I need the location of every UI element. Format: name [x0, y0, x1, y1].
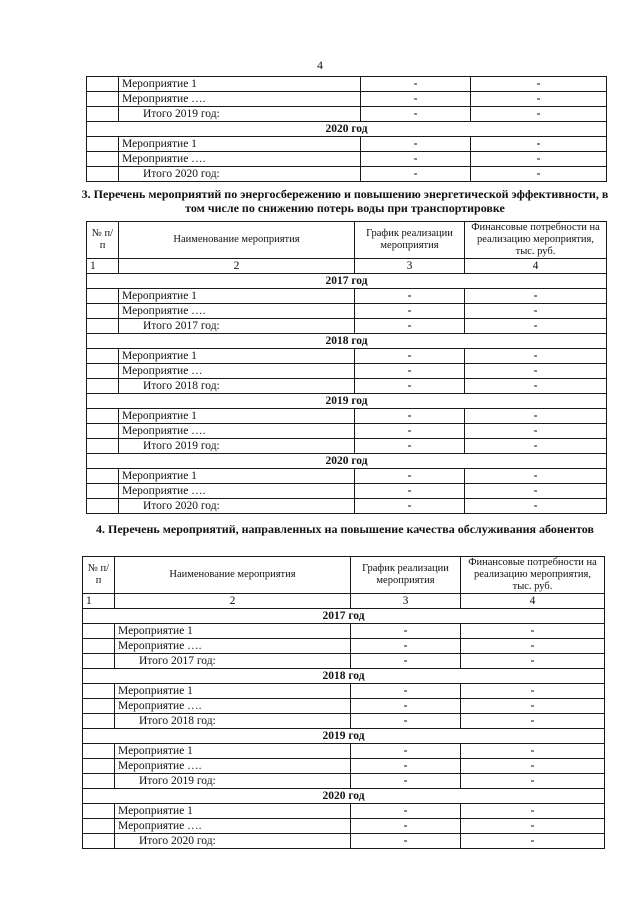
finance-value: - — [465, 424, 607, 439]
finance-value: - — [465, 364, 607, 379]
section-3-table — [86, 221, 607, 514]
table-row — [87, 484, 607, 499]
schedule-value: - — [351, 804, 461, 819]
event-name: Мероприятие …. — [119, 424, 355, 439]
header-row — [83, 557, 605, 594]
event-name: Мероприятие …. — [119, 304, 355, 319]
row-number-cell — [87, 167, 119, 182]
row-number-cell — [83, 684, 115, 699]
schedule-value: - — [351, 699, 461, 714]
total-label: Итого 2018 год: — [115, 714, 351, 729]
table-row — [83, 684, 605, 699]
schedule-value: - — [355, 304, 465, 319]
table-row — [87, 499, 607, 514]
event-name: Мероприятие 1 — [119, 289, 355, 304]
header-schedule: График реализации мероприятия — [355, 222, 465, 259]
finance-value: - — [465, 319, 607, 334]
row-number-cell — [87, 77, 119, 92]
event-name: Мероприятие …. — [119, 92, 361, 107]
row-number-cell — [87, 289, 119, 304]
table-row — [87, 469, 607, 484]
table-row — [83, 744, 605, 759]
column-number: 1 — [87, 259, 119, 274]
finance-value: - — [465, 349, 607, 364]
year-row — [83, 669, 605, 684]
table-row — [87, 167, 607, 182]
table-row — [87, 92, 607, 107]
year-row — [83, 609, 605, 624]
table-row — [87, 379, 607, 394]
schedule-value: - — [351, 774, 461, 789]
finance-value: - — [461, 819, 605, 834]
finance-value: - — [465, 379, 607, 394]
total-label: Итого 2020 год: — [119, 167, 361, 182]
year-heading: 2020 год — [83, 789, 605, 804]
row-number-cell — [87, 349, 119, 364]
total-label: Итого 2019 год: — [115, 774, 351, 789]
total-label: Итого 2018 год: — [119, 379, 355, 394]
event-name: Мероприятие 1 — [115, 804, 351, 819]
page-number: 4 — [317, 58, 323, 72]
year-row — [87, 274, 607, 289]
year-row — [83, 789, 605, 804]
table-row — [87, 409, 607, 424]
finance-value: - — [471, 167, 607, 182]
finance-value: - — [465, 469, 607, 484]
event-name: Мероприятие …. — [115, 639, 351, 654]
table-row — [87, 304, 607, 319]
column-number: 1 — [83, 594, 115, 609]
schedule-value: - — [351, 834, 461, 849]
schedule-value: - — [355, 379, 465, 394]
table-row — [83, 699, 605, 714]
row-number-cell — [87, 364, 119, 379]
finance-value: - — [461, 684, 605, 699]
row-number-cell — [83, 804, 115, 819]
schedule-value: - — [355, 349, 465, 364]
table-row — [87, 77, 607, 92]
schedule-value: - — [355, 409, 465, 424]
row-number-cell — [83, 714, 115, 729]
total-label: Итого 2017 год: — [119, 319, 355, 334]
table-row — [83, 819, 605, 834]
event-name: Мероприятие 1 — [115, 624, 351, 639]
schedule-value: - — [355, 424, 465, 439]
finance-value: - — [471, 107, 607, 122]
schedule-value: - — [355, 439, 465, 454]
row-number-cell — [87, 152, 119, 167]
schedule-value: - — [351, 744, 461, 759]
row-number-cell — [87, 319, 119, 334]
column-number: 4 — [461, 594, 605, 609]
schedule-value: - — [361, 152, 471, 167]
schedule-value: - — [351, 639, 461, 654]
year-heading: 2020 год — [87, 454, 607, 469]
row-number-cell — [87, 107, 119, 122]
table-row — [87, 289, 607, 304]
total-label: Итого 2019 год: — [119, 439, 355, 454]
header-number: № п/п — [87, 222, 119, 259]
event-name: Мероприятие …. — [115, 699, 351, 714]
column-numbers-row — [83, 594, 605, 609]
section-4-title: 4. Перечень мероприятий, направленных на повышение качества обслуживания абонентов — [96, 522, 594, 536]
year-heading: 2019 год — [83, 729, 605, 744]
finance-value: - — [461, 714, 605, 729]
section-4-table — [82, 556, 605, 849]
finance-value: - — [465, 499, 607, 514]
table-row — [83, 834, 605, 849]
schedule-value: - — [361, 137, 471, 152]
row-number-cell — [83, 759, 115, 774]
event-name: Мероприятие …. — [119, 152, 361, 167]
table-row — [83, 639, 605, 654]
header-row — [87, 222, 607, 259]
table-row — [87, 319, 607, 334]
table-row — [87, 152, 607, 167]
schedule-value: - — [361, 92, 471, 107]
year-row — [87, 394, 607, 409]
row-number-cell — [83, 819, 115, 834]
table-row — [87, 107, 607, 122]
table-row — [87, 349, 607, 364]
year-row — [83, 729, 605, 744]
table-row — [83, 759, 605, 774]
finance-value: - — [461, 699, 605, 714]
section-3-title: 3. Перечень мероприятий по энергосбережению и повышению энергетической эффективности, в том числе по снижению потерь воды при транспортировке — [81, 187, 609, 215]
finance-value: - — [471, 92, 607, 107]
schedule-value: - — [355, 364, 465, 379]
column-number: 2 — [119, 259, 355, 274]
year-heading: 2019 год — [87, 394, 607, 409]
row-number-cell — [83, 654, 115, 669]
header-schedule: График реализации мероприятия — [351, 557, 461, 594]
schedule-value: - — [361, 107, 471, 122]
header-finance: Финансовые потребности на реализацию мероприятия, тыс. руб. — [461, 557, 605, 594]
schedule-value: - — [361, 167, 471, 182]
finance-value: - — [461, 774, 605, 789]
table-row — [87, 364, 607, 379]
schedule-value: - — [351, 624, 461, 639]
finance-value: - — [465, 439, 607, 454]
finance-value: - — [461, 759, 605, 774]
row-number-cell — [87, 379, 119, 394]
year-row — [87, 334, 607, 349]
schedule-value: - — [361, 77, 471, 92]
table-row — [83, 804, 605, 819]
finance-value: - — [465, 289, 607, 304]
column-number: 4 — [465, 259, 607, 274]
total-label: Итого 2020 год: — [115, 834, 351, 849]
row-number-cell — [87, 469, 119, 484]
total-label: Итого 2017 год: — [115, 654, 351, 669]
schedule-value: - — [351, 759, 461, 774]
row-number-cell — [83, 834, 115, 849]
schedule-value: - — [355, 289, 465, 304]
schedule-value: - — [351, 654, 461, 669]
header-name: Наименование мероприятия — [115, 557, 351, 594]
schedule-value: - — [355, 484, 465, 499]
finance-value: - — [461, 744, 605, 759]
event-name: Мероприятие 1 — [119, 469, 355, 484]
finance-value: - — [461, 654, 605, 669]
row-number-cell — [87, 304, 119, 319]
row-number-cell — [83, 624, 115, 639]
year-row — [87, 122, 607, 137]
event-name: Мероприятие …. — [119, 484, 355, 499]
year-heading: 2017 год — [87, 274, 607, 289]
event-name: Мероприятие 1 — [115, 684, 351, 699]
year-row — [87, 454, 607, 469]
event-name: Мероприятие 1 — [119, 349, 355, 364]
year-heading: 2020 год — [87, 122, 607, 137]
event-name: Мероприятие 1 — [115, 744, 351, 759]
event-name: Мероприятие …. — [115, 819, 351, 834]
header-finance: Финансовые потребности на реализацию мероприятия, тыс. руб. — [465, 222, 607, 259]
finance-value: - — [461, 804, 605, 819]
event-name: Мероприятие 1 — [119, 409, 355, 424]
year-heading: 2018 год — [87, 334, 607, 349]
header-name: Наименование мероприятия — [119, 222, 355, 259]
row-number-cell — [87, 424, 119, 439]
schedule-value: - — [351, 819, 461, 834]
year-heading: 2018 год — [83, 669, 605, 684]
table-row — [83, 654, 605, 669]
column-number: 3 — [351, 594, 461, 609]
finance-value: - — [461, 639, 605, 654]
event-name: Мероприятие 1 — [119, 137, 361, 152]
row-number-cell — [87, 439, 119, 454]
header-number: № п/п — [83, 557, 115, 594]
row-number-cell — [87, 137, 119, 152]
schedule-value: - — [351, 714, 461, 729]
schedule-value: - — [355, 319, 465, 334]
finance-value: - — [471, 152, 607, 167]
finance-value: - — [471, 137, 607, 152]
total-label: Итого 2019 год: — [119, 107, 361, 122]
table-row — [83, 774, 605, 789]
row-number-cell — [83, 699, 115, 714]
row-number-cell — [87, 484, 119, 499]
schedule-value: - — [355, 469, 465, 484]
table-row — [83, 624, 605, 639]
finance-value: - — [461, 624, 605, 639]
event-name: Мероприятие … — [119, 364, 355, 379]
table-row — [87, 137, 607, 152]
table-row — [83, 714, 605, 729]
row-number-cell — [87, 499, 119, 514]
finance-value: - — [465, 484, 607, 499]
row-number-cell — [87, 409, 119, 424]
column-number: 3 — [355, 259, 465, 274]
event-name: Мероприятие …. — [115, 759, 351, 774]
table-row — [87, 439, 607, 454]
finance-value: - — [465, 304, 607, 319]
row-number-cell — [83, 744, 115, 759]
row-number-cell — [83, 639, 115, 654]
column-number: 2 — [115, 594, 351, 609]
finance-value: - — [471, 77, 607, 92]
year-heading: 2017 год — [83, 609, 605, 624]
schedule-value: - — [351, 684, 461, 699]
schedule-value: - — [355, 499, 465, 514]
total-label: Итого 2020 год: — [119, 499, 355, 514]
column-numbers-row — [87, 259, 607, 274]
finance-value: - — [461, 834, 605, 849]
table-row — [87, 424, 607, 439]
row-number-cell — [87, 92, 119, 107]
continuation-table — [86, 76, 607, 182]
finance-value: - — [465, 409, 607, 424]
row-number-cell — [83, 774, 115, 789]
event-name: Мероприятие 1 — [119, 77, 361, 92]
